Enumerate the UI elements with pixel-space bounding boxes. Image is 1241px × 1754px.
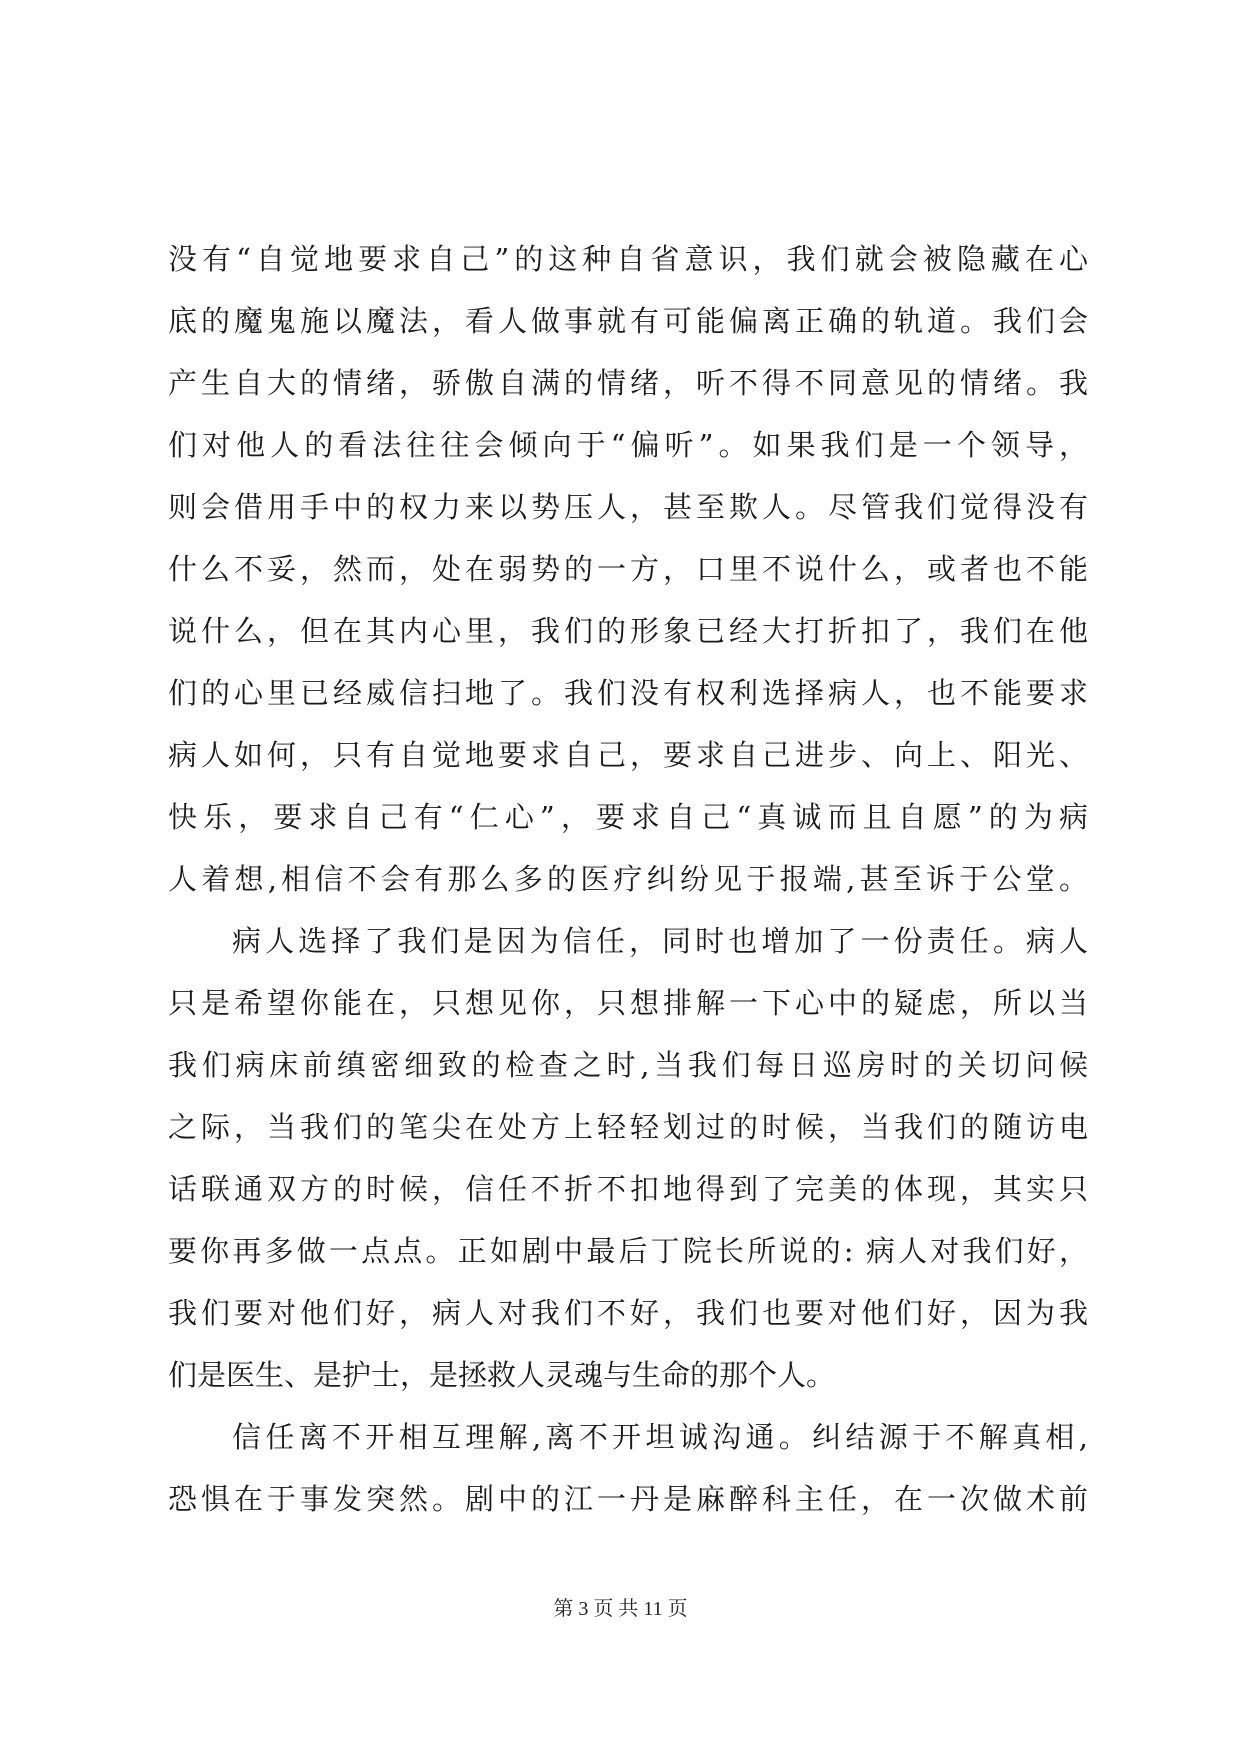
text-line: 病人如何，只有自觉地要求自己，要求自己进步、向上、阳光、	[168, 738, 1088, 772]
text-line: 们对他人的看法往往会倾向于“偏听”。如果我们是一个领导，	[168, 428, 1088, 462]
text-line: 人着想,相信不会有那么多的医疗纠纷见于报端,甚至诉于公堂。	[168, 862, 1088, 896]
text-line: 没有“自觉地要求自己”的这种自省意识，我们就会被隐藏在心	[168, 242, 1088, 276]
body-text	[168, 228, 1088, 1530]
paragraph-first-line: 病人选择了我们是因为信任，同时也增加了一份责任。病人	[232, 924, 1088, 958]
text-line: 说什么，但在其内心里，我们的形象已经大打折扣了，我们在他	[168, 614, 1088, 648]
page-number-footer: 第 3 页 共 11 页	[553, 1598, 688, 1620]
text-line: 快乐，要求自己有“仁心”，要求自己“真诚而且自愿”的为病	[168, 800, 1088, 834]
text-line: 们的心里已经威信扫地了。我们没有权利选择病人，也不能要求	[168, 676, 1088, 710]
text-line: 话联通双方的时候，信任不折不扣地得到了完美的体现，其实只	[168, 1172, 1088, 1206]
text-line: 只是希望你能在，只想见你，只想排解一下心中的疑虑，所以当	[168, 986, 1088, 1020]
text-line: 产生自大的情绪，骄傲自满的情绪，听不得不同意见的情绪。我	[168, 366, 1088, 400]
text-line: 恐惧在于事发突然。剧中的江一丹是麻醉科主任，在一次做术前	[168, 1482, 1088, 1516]
text-line: 则会借用手中的权力来以势压人，甚至欺人。尽管我们觉得没有	[168, 490, 1088, 524]
text-line: 我们病床前缜密细致的检查之时,当我们每日巡房时的关切问候	[168, 1048, 1088, 1082]
text-line: 之际，当我们的笔尖在处方上轻轻划过的时候，当我们的随访电	[168, 1110, 1088, 1144]
paragraph-first-line: 信任离不开相互理解,离不开坦诚沟通。纠结源于不解真相,	[232, 1420, 1088, 1454]
text-line: 底的魔鬼施以魔法，看人做事就有可能偏离正确的轨道。我们会	[168, 304, 1088, 338]
paragraph-last-line: 们是医生、是护士，是拯救人灵魂与生命的那个人。	[168, 1358, 836, 1392]
text-line: 要你再多做一点点。正如剧中最后丁院长所说的: 病人对我们好，	[168, 1234, 1088, 1268]
text-line: 我们要对他们好，病人对我们不好，我们也要对他们好，因为我	[168, 1296, 1088, 1330]
text-line: 什么不妥，然而，处在弱势的一方，口里不说什么，或者也不能	[168, 552, 1088, 586]
